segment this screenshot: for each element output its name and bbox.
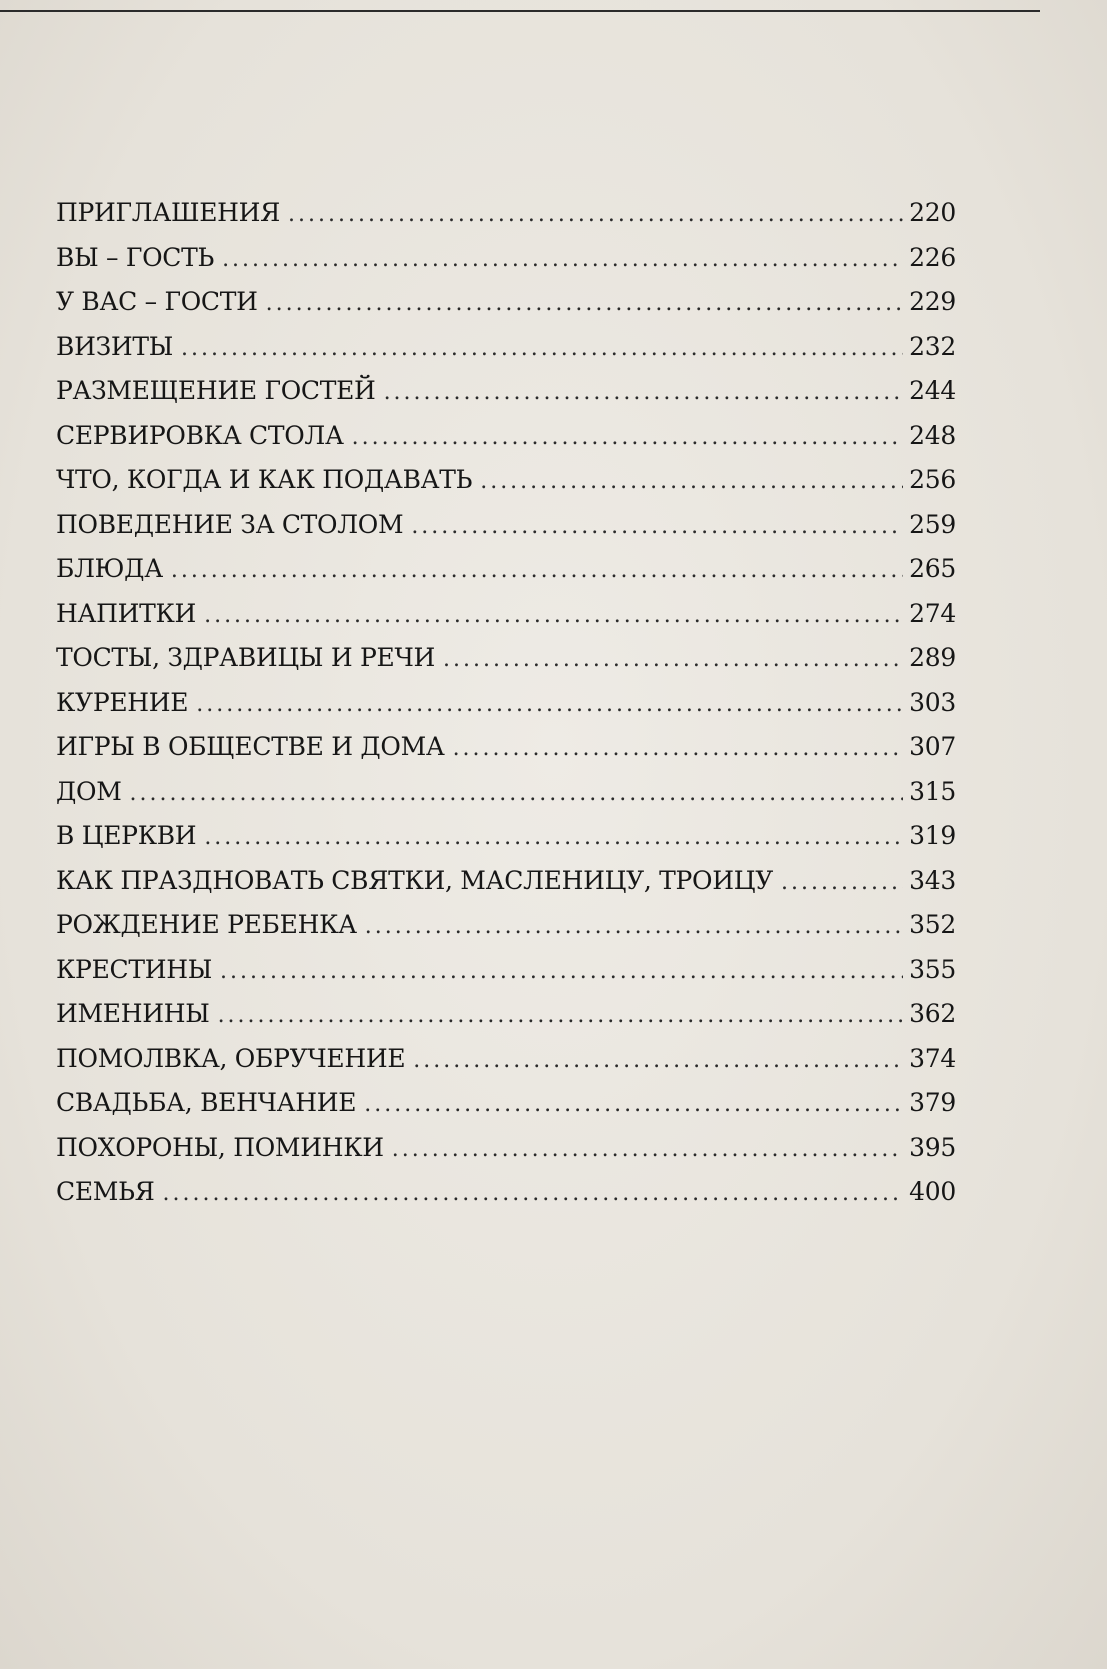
toc-entry: [56, 643, 956, 688]
toc-dot-leader: [266, 291, 904, 316]
toc-entry-title: СЕРВИРОВКА СТОЛА: [56, 420, 344, 450]
toc-entry-title: В ЦЕРКВИ: [56, 821, 197, 850]
toc-entry: [56, 287, 956, 332]
toc-dot-leader: [392, 1137, 903, 1162]
toc-entry: [56, 688, 956, 733]
toc-entry-title: КУРЕНИЕ: [56, 687, 189, 717]
toc-entry-title: ИГРЫ В ОБЩЕСТВЕ И ДОМА: [56, 732, 445, 761]
toc-entry-page-number: 232: [909, 331, 956, 361]
toc-dot-leader: [384, 380, 904, 405]
toc-entry-title: РАЗМЕЩЕНИЕ ГОСТЕЙ: [56, 376, 376, 405]
toc-entry: [56, 732, 956, 777]
toc-entry: [56, 599, 956, 644]
toc-entry: [56, 821, 956, 866]
toc-entry-page-number: 374: [909, 1043, 956, 1073]
toc-entry-title: ВИЗИТЫ: [56, 331, 174, 361]
toc-entry-page-number: 265: [909, 554, 956, 583]
toc-dot-leader: [365, 914, 903, 939]
toc-dot-leader: [196, 692, 903, 717]
toc-entry-title: НАПИТКИ: [56, 598, 197, 628]
toc-entry-page-number: 259: [909, 509, 956, 539]
toc-dot-leader: [218, 1003, 904, 1028]
toc-entry-page-number: 220: [909, 198, 956, 227]
toc-entry-title: РОЖДЕНИЕ РЕБЕНКА: [56, 910, 357, 939]
toc-dot-leader: [480, 469, 903, 494]
toc-dot-leader: [352, 425, 904, 450]
toc-entry-title: ТОСТЫ, ЗДРАВИЦЫ И РЕЧИ: [56, 643, 435, 672]
toc-entry: [56, 999, 956, 1044]
toc-entry-page-number: 226: [909, 242, 956, 272]
toc-entry: [56, 465, 956, 510]
toc-entry-page-number: 289: [909, 643, 956, 672]
toc-dot-leader: [220, 959, 903, 984]
toc-entry-page-number: 362: [909, 999, 956, 1028]
toc-entry: [56, 332, 956, 377]
toc-dot-leader: [163, 1181, 904, 1206]
toc-dot-leader: [171, 558, 903, 583]
toc-entry-title: ПРИГЛАШЕНИЯ: [56, 198, 281, 227]
toc-entry-page-number: 355: [909, 954, 956, 984]
toc-entry-title: ЧТО, КОГДА И КАК ПОДАВАТЬ: [56, 465, 473, 494]
toc-entry: [56, 866, 956, 911]
toc-dot-leader: [204, 603, 903, 628]
toc-entry: [56, 510, 956, 555]
toc-entry-page-number: 256: [909, 465, 956, 494]
toc-entry-title: ПОХОРОНЫ, ПОМИНКИ: [56, 1132, 384, 1162]
toc-entry: [56, 910, 956, 955]
toc-entry-page-number: 274: [909, 598, 956, 628]
toc-entry-page-number: 307: [909, 732, 956, 761]
toc-entry-title: ИМЕНИНЫ: [56, 999, 210, 1028]
toc-entry-page-number: 379: [909, 1088, 956, 1117]
toc-entry-page-number: 319: [909, 821, 956, 850]
toc-entry-title: ДОМ: [56, 776, 122, 806]
toc-entry-title: КАК ПРАЗДНОВАТЬ СВЯТКИ, МАСЛЕНИЦУ, ТРОИЦУ: [56, 865, 774, 895]
toc-entry-page-number: 400: [909, 1177, 956, 1206]
toc-entry-page-number: 395: [909, 1132, 956, 1162]
toc-dot-leader: [181, 336, 903, 361]
toc-dot-leader: [288, 202, 903, 227]
toc-entry: [56, 198, 956, 243]
toc-dot-leader: [781, 870, 903, 895]
toc-entry: [56, 955, 956, 1000]
toc-entry-title: ПОВЕДЕНИЕ ЗА СТОЛОМ: [56, 509, 404, 539]
toc-dot-leader: [204, 825, 903, 850]
toc-entry-title: СЕМЬЯ: [56, 1177, 155, 1206]
toc-dot-leader: [411, 514, 903, 539]
toc-entry-title: У ВАС – ГОСТИ: [56, 287, 258, 316]
toc-entry: [56, 243, 956, 288]
toc-dot-leader: [364, 1092, 903, 1117]
toc-entry: [56, 376, 956, 421]
toc-entry: [56, 1088, 956, 1133]
toc-entry-title: ПОМОЛВКА, ОБРУЧЕНИЕ: [56, 1043, 406, 1073]
toc-entry-title: ВЫ – ГОСТЬ: [56, 242, 215, 272]
toc-entry-title: КРЕСТИНЫ: [56, 954, 213, 984]
toc-entry: [56, 777, 956, 822]
toc-entry: [56, 1044, 956, 1089]
table-of-contents: [56, 198, 956, 1222]
top-rule: [0, 10, 1040, 12]
toc-entry-title: БЛЮДА: [56, 554, 163, 583]
toc-dot-leader: [443, 647, 903, 672]
toc-entry-page-number: 244: [909, 376, 956, 405]
toc-dot-leader: [453, 736, 904, 761]
toc-entry: [56, 554, 956, 599]
toc-entry-title: СВАДЬБА, ВЕНЧАНИЕ: [56, 1088, 357, 1117]
toc-dot-leader: [222, 247, 903, 272]
toc-entry-page-number: 229: [909, 287, 956, 316]
toc-entry-page-number: 248: [909, 420, 956, 450]
toc-entry: [56, 1133, 956, 1178]
toc-entry-page-number: 343: [909, 865, 956, 895]
toc-entry-page-number: 352: [909, 910, 956, 939]
toc-dot-leader: [413, 1048, 903, 1073]
toc-entry: [56, 421, 956, 466]
toc-entry-page-number: 315: [909, 776, 956, 806]
toc-entry: [56, 1177, 956, 1222]
toc-dot-leader: [130, 781, 904, 806]
toc-entry-page-number: 303: [909, 687, 956, 717]
